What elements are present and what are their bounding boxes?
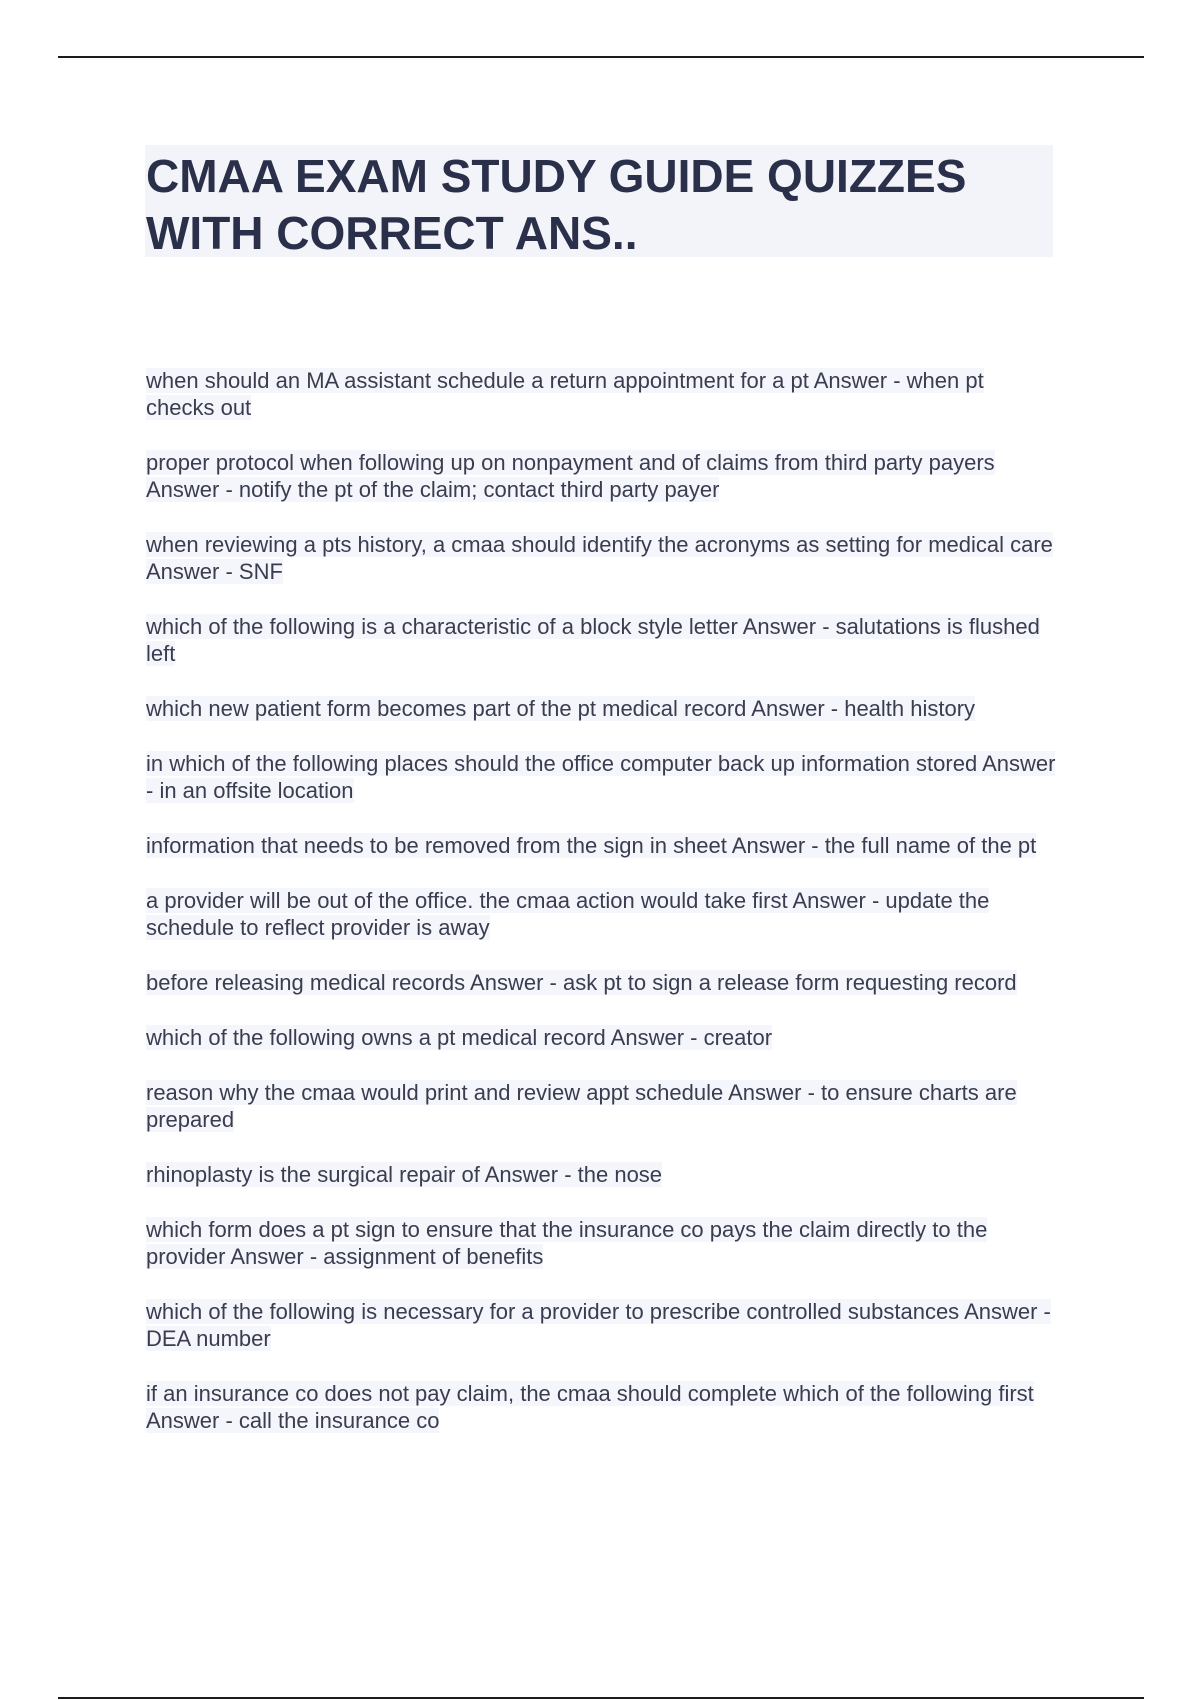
bottom-divider [58,1697,1144,1699]
qa-text: which form does a pt sign to ensure that the insurance co pays the claim directly to the provider Answer - assignment of benefits [146,1217,988,1269]
qa-text: which of the following is necessary for a provider to prescribe controlled substances Answer - DEA number [146,1299,1051,1351]
qa-item-9 [146,969,1056,996]
qa-text: a provider will be out of the office. the cmaa action would take first Answer - update the schedule to reflect provider is away [146,888,990,940]
qa-item-3 [146,531,1056,585]
qa-item-15 [146,1380,1056,1434]
qa-item-5 [146,695,1056,722]
qa-item-8 [146,887,1056,941]
qa-item-2 [146,449,1056,503]
qa-item-13 [146,1216,1056,1270]
qa-text: which of the following is a characteristic of a block style letter Answer - salutations is flushed left [146,614,1040,666]
qa-text: reason why the cmaa would print and review appt schedule Answer - to ensure charts are prepared [146,1080,1017,1132]
qa-text: before releasing medical records Answer - ask pt to sign a release form requesting record [146,970,1017,995]
qa-text: proper protocol when following up on nonpayment and of claims from third party payers Answer - notify the pt of the claim; contact third party payer [146,450,995,502]
qa-item-6 [146,750,1056,804]
qa-text: information that needs to be removed from the sign in sheet Answer - the full name of the pt [146,833,1037,858]
qa-text: which of the following owns a pt medical record Answer - creator [146,1025,773,1050]
qa-item-1 [146,367,1056,421]
qa-item-12 [146,1161,1056,1188]
qa-text: which new patient form becomes part of the pt medical record Answer - health history [146,696,976,721]
qa-item-11 [146,1079,1056,1133]
qa-item-10 [146,1024,1056,1051]
qa-item-14 [146,1298,1056,1352]
qa-item-4 [146,613,1056,667]
qa-item-7 [146,832,1056,859]
qa-text: rhinoplasty is the surgical repair of Answer - the nose [146,1162,663,1187]
document-title: CMAA EXAM STUDY GUIDE QUIZZES WITH CORRECT ANS.. [146,150,967,259]
question-answer-list [146,367,1056,1462]
qa-text: in which of the following places should the office computer back up information stored Answer - in an offsite location [146,751,1056,803]
top-divider [58,56,1144,58]
qa-text: when reviewing a pts history, a cmaa should identify the acronyms as setting for medical care Answer - SNF [146,532,1053,584]
qa-text: when should an MA assistant schedule a return appointment for a pt Answer - when pt checks out [146,368,984,420]
qa-text: if an insurance co does not pay claim, the cmaa should complete which of the following first Answer - call the insurance co [146,1381,1034,1433]
